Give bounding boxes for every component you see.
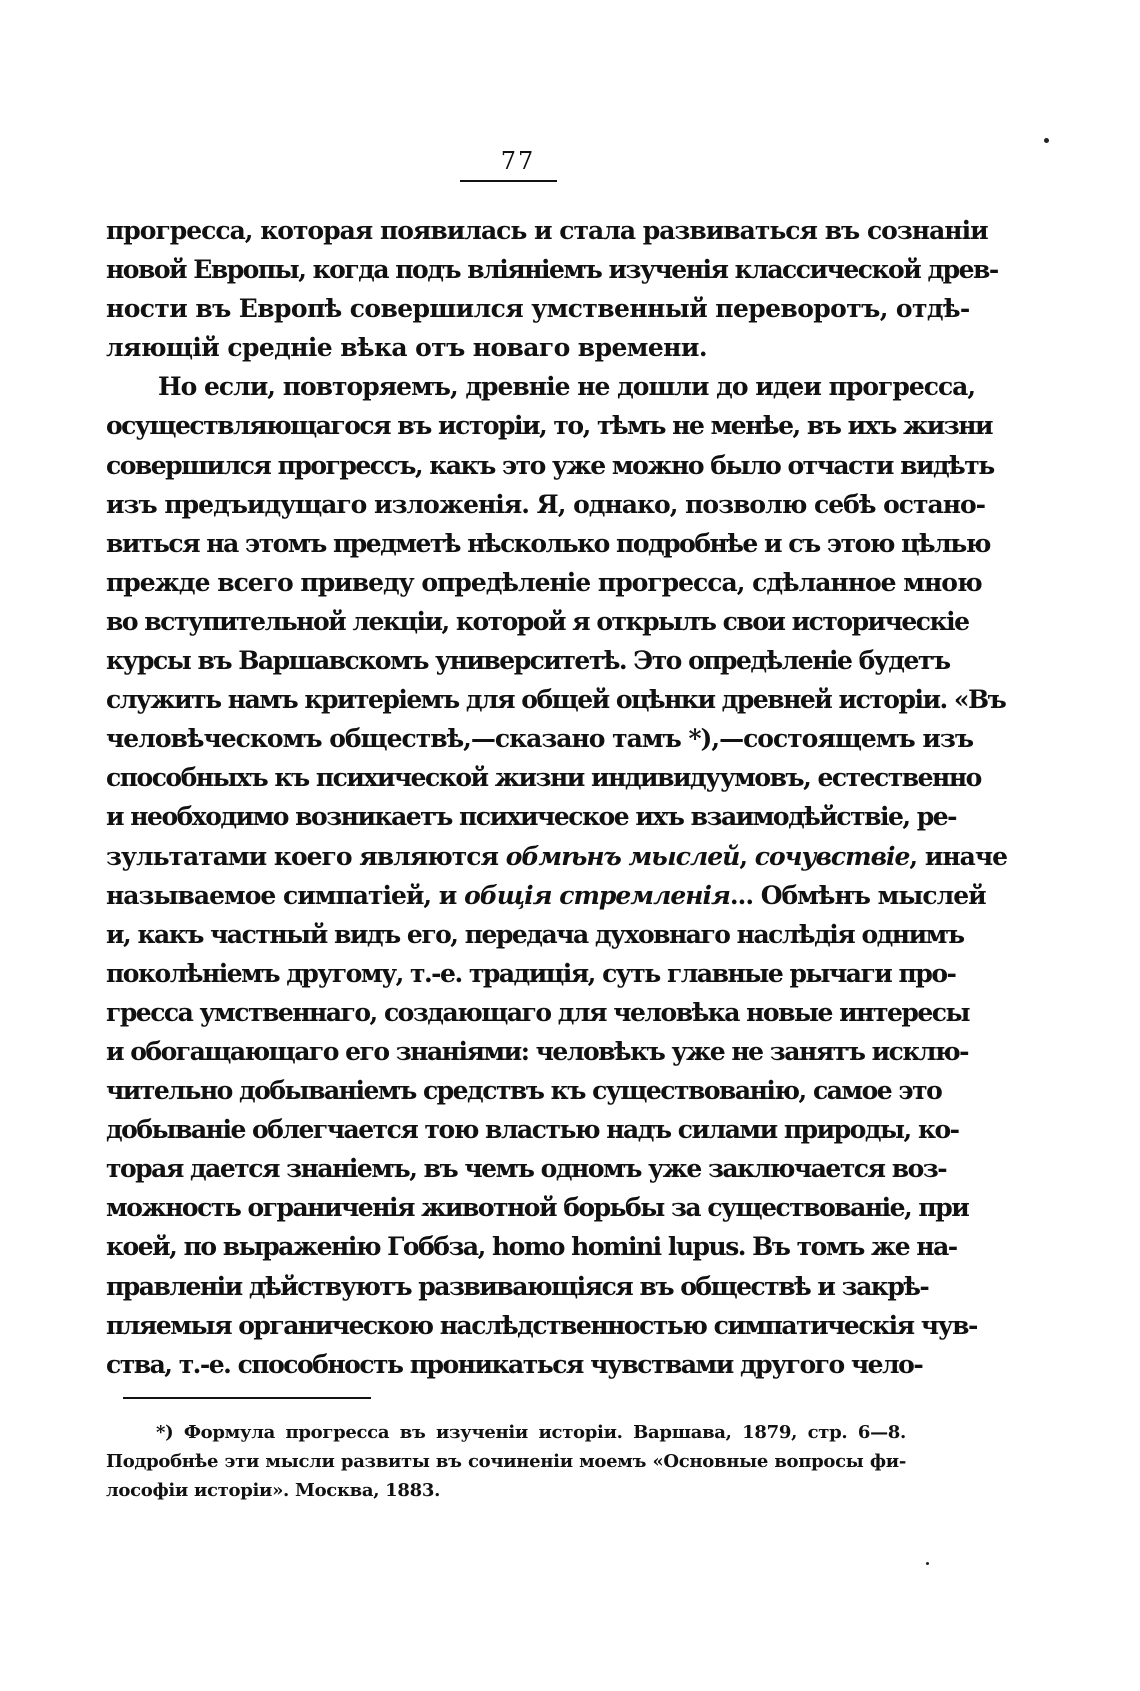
- text-line: можность ограниченія животной борьбы за существованіе, при: [106, 1193, 969, 1223]
- text-line: ляющій средніе вѣка отъ новаго времени.: [106, 333, 707, 363]
- text-line: и, какъ частный видъ его, передача духовнаго наслѣдія однимъ: [106, 919, 964, 949]
- body-text: [106, 211, 1008, 1384]
- text-line: новой Европы, когда подъ вліяніемъ изученія классической древ-: [106, 255, 998, 285]
- text-line-with-italics: [106, 837, 1008, 876]
- paragraph-first-line: Но если, повторяемъ, древніе не дошли до идеи прогресса,: [158, 372, 976, 402]
- text-line: осуществляющагося въ исторіи, то, тѣмъ не менѣе, въ ихъ жизни: [106, 411, 993, 441]
- text-line: служить намъ критеріемъ для общей оцѣнки древней исторіи. «Въ: [106, 685, 1006, 715]
- text-line: добываніе облегчается тою властью надъ силами природы, ко-: [106, 1115, 959, 1145]
- page-number-rule: [460, 180, 557, 182]
- scan-speck: [1044, 138, 1049, 143]
- footnotes: [106, 1418, 906, 1505]
- text-line: способныхъ къ психической жизни индивидуумовъ, естественно: [106, 763, 981, 793]
- text-run: называемое симпатіей, и: [106, 880, 465, 910]
- text-line: прежде всего приведу опредѣленіе прогресса, сдѣланное мною: [106, 567, 982, 597]
- text-line: во вступительной лекціи, которой я открылъ свои историческіе: [106, 606, 969, 636]
- text-line: прогресса, которая появилась и стала развиваться въ сознаніи: [106, 216, 988, 245]
- text-line: совершился прогрессъ, какъ это уже можно было отчасти видѣть: [106, 450, 994, 480]
- text-line: коей, по выраженію Гоббза, homo homini lupus. Въ томъ же на-: [106, 1232, 957, 1262]
- text-line: изъ предъидущаго изложенія. Я, однако, позволю себѣ остано-: [106, 489, 986, 519]
- scan-speck: [926, 1562, 929, 1565]
- text-line: пляемыя органическою наслѣдственностью симпатическія чув-: [106, 1310, 977, 1340]
- italic-term: общія стремленія: [464, 880, 730, 910]
- footnote-line: *) Формула прогресса въ изученіи исторіи. Варшава, 1879, стр. 6—8.: [156, 1422, 906, 1443]
- text-run: зультатами коего являются: [106, 841, 506, 871]
- text-line: ности въ Европѣ совершился умственный переворотъ, отдѣ-: [106, 294, 970, 324]
- text-line-with-italics: [106, 876, 986, 915]
- italic-term: обмѣнъ мыслей: [505, 841, 740, 871]
- text-run: ,: [739, 841, 755, 871]
- footnote-line: Подробнѣе эти мысли развиты въ сочиненіи моемъ «Основные вопросы фи-: [106, 1451, 906, 1472]
- text-line: ства, т.-е. способность проникаться чувствами другого чело-: [106, 1349, 923, 1379]
- italic-term: сочувствіе: [754, 841, 910, 871]
- text-line: человѣческомъ обществѣ,—сказано тамъ *),—состоящемъ изъ: [106, 724, 974, 754]
- text-line: поколѣніемъ другому, т.-е. традиція, суть главные рычаги про-: [106, 958, 956, 988]
- text-line: чительно добываніемъ средствъ къ существованію, самое это: [106, 1076, 942, 1106]
- text-line: торая дается знаніемъ, въ чемъ одномъ уже заключается воз-: [106, 1154, 947, 1184]
- text-line: гресса умственнаго, создающаго для человѣка новые интересы: [106, 997, 970, 1027]
- text-line: виться на этомъ предметѣ нѣсколько подробнѣе и съ этою цѣлью: [106, 528, 990, 558]
- text-run: ... Обмѣнъ мыслей: [729, 880, 986, 910]
- page-number: 77: [500, 147, 536, 175]
- footnote-line: лософіи исторіи». Москва, 1883.: [106, 1480, 441, 1501]
- text-line: курсы въ Варшавскомъ университетѣ. Это опредѣленіе будетъ: [106, 646, 950, 676]
- text-line: правленіи дѣйствуютъ развивающіяся въ обществѣ и закрѣ-: [106, 1271, 929, 1301]
- footnote-rule: [123, 1397, 371, 1399]
- text-run: , иначе: [909, 841, 1008, 871]
- text-line: и обогащающаго его знаніями: человѣкъ уже не занятъ исклю-: [106, 1036, 969, 1066]
- text-line: и необходимо возникаетъ психическое ихъ взаимодѣйствіе, ре-: [106, 802, 957, 832]
